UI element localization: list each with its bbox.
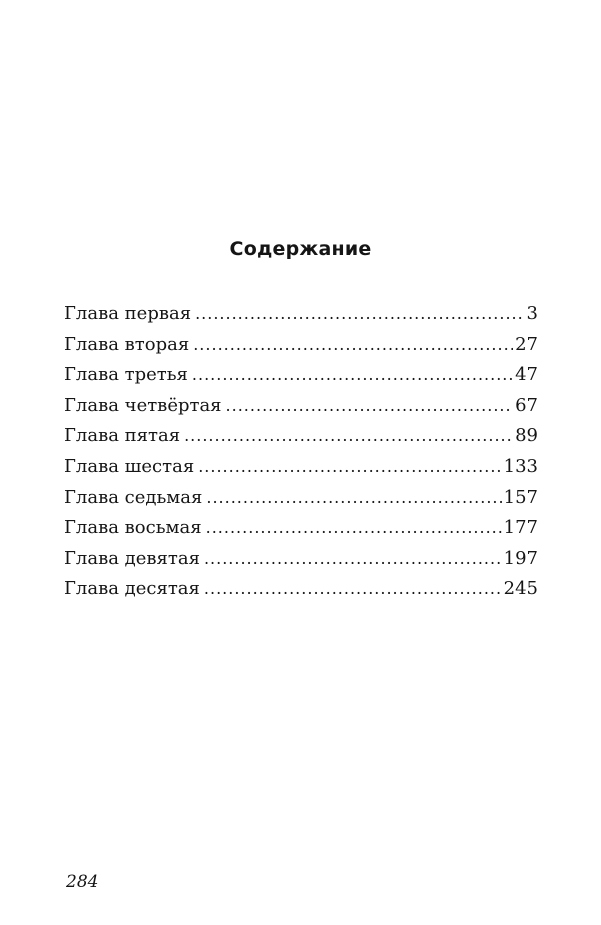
toc-entry-page: 67 xyxy=(515,394,538,416)
toc-entry-page: 89 xyxy=(515,425,538,447)
toc-entry-8 xyxy=(64,516,538,547)
toc-entry-label: Глава шестая xyxy=(64,455,195,477)
toc-entry-1 xyxy=(64,302,538,333)
dot-leader xyxy=(226,394,514,418)
toc-entry-10 xyxy=(64,577,538,608)
toc-entry-label: Глава пятая xyxy=(64,425,181,447)
dot-leader xyxy=(193,333,513,357)
page-number: 284 xyxy=(66,872,99,892)
toc-entry-page: 197 xyxy=(503,547,538,569)
dot-leader xyxy=(204,577,502,601)
toc-entry-9 xyxy=(64,547,538,578)
toc-entry-label: Глава вторая xyxy=(64,333,190,355)
dot-leader xyxy=(206,516,502,540)
toc-entry-3 xyxy=(64,363,538,394)
toc-entry-label: Глава девятая xyxy=(64,547,200,569)
dot-leader xyxy=(198,455,501,479)
toc-entry-2 xyxy=(64,333,538,364)
dot-leader xyxy=(206,486,501,510)
toc-entry-page: 3 xyxy=(526,303,538,324)
dot-leader xyxy=(204,547,502,571)
toc-list xyxy=(64,302,538,608)
toc-entry-7 xyxy=(64,486,538,517)
toc-entry-5 xyxy=(64,424,538,455)
toc-entry-label: Глава восьмая xyxy=(64,517,202,539)
dot-leader xyxy=(192,363,513,387)
toc-entry-page: 177 xyxy=(503,517,538,539)
toc-entry-page: 27 xyxy=(515,333,538,355)
toc-entry-label: Глава третья xyxy=(64,364,188,386)
toc-title: Содержание xyxy=(229,238,372,260)
toc-entry-page: 47 xyxy=(515,364,538,386)
dot-leader xyxy=(184,424,513,448)
toc-entry-label: Глава четвёртая xyxy=(64,394,222,416)
toc-entry-6 xyxy=(64,455,538,486)
dot-leader xyxy=(195,302,524,326)
toc-entry-label: Глава седьмая xyxy=(64,486,203,508)
toc-entry-page: 157 xyxy=(503,486,538,508)
toc-entry-label: Глава десятая xyxy=(64,578,200,600)
toc-entry-label: Глава первая xyxy=(64,303,192,324)
toc-entry-page: 245 xyxy=(503,578,538,600)
toc-entry-4 xyxy=(64,394,538,425)
toc-entry-page: 133 xyxy=(503,455,538,477)
